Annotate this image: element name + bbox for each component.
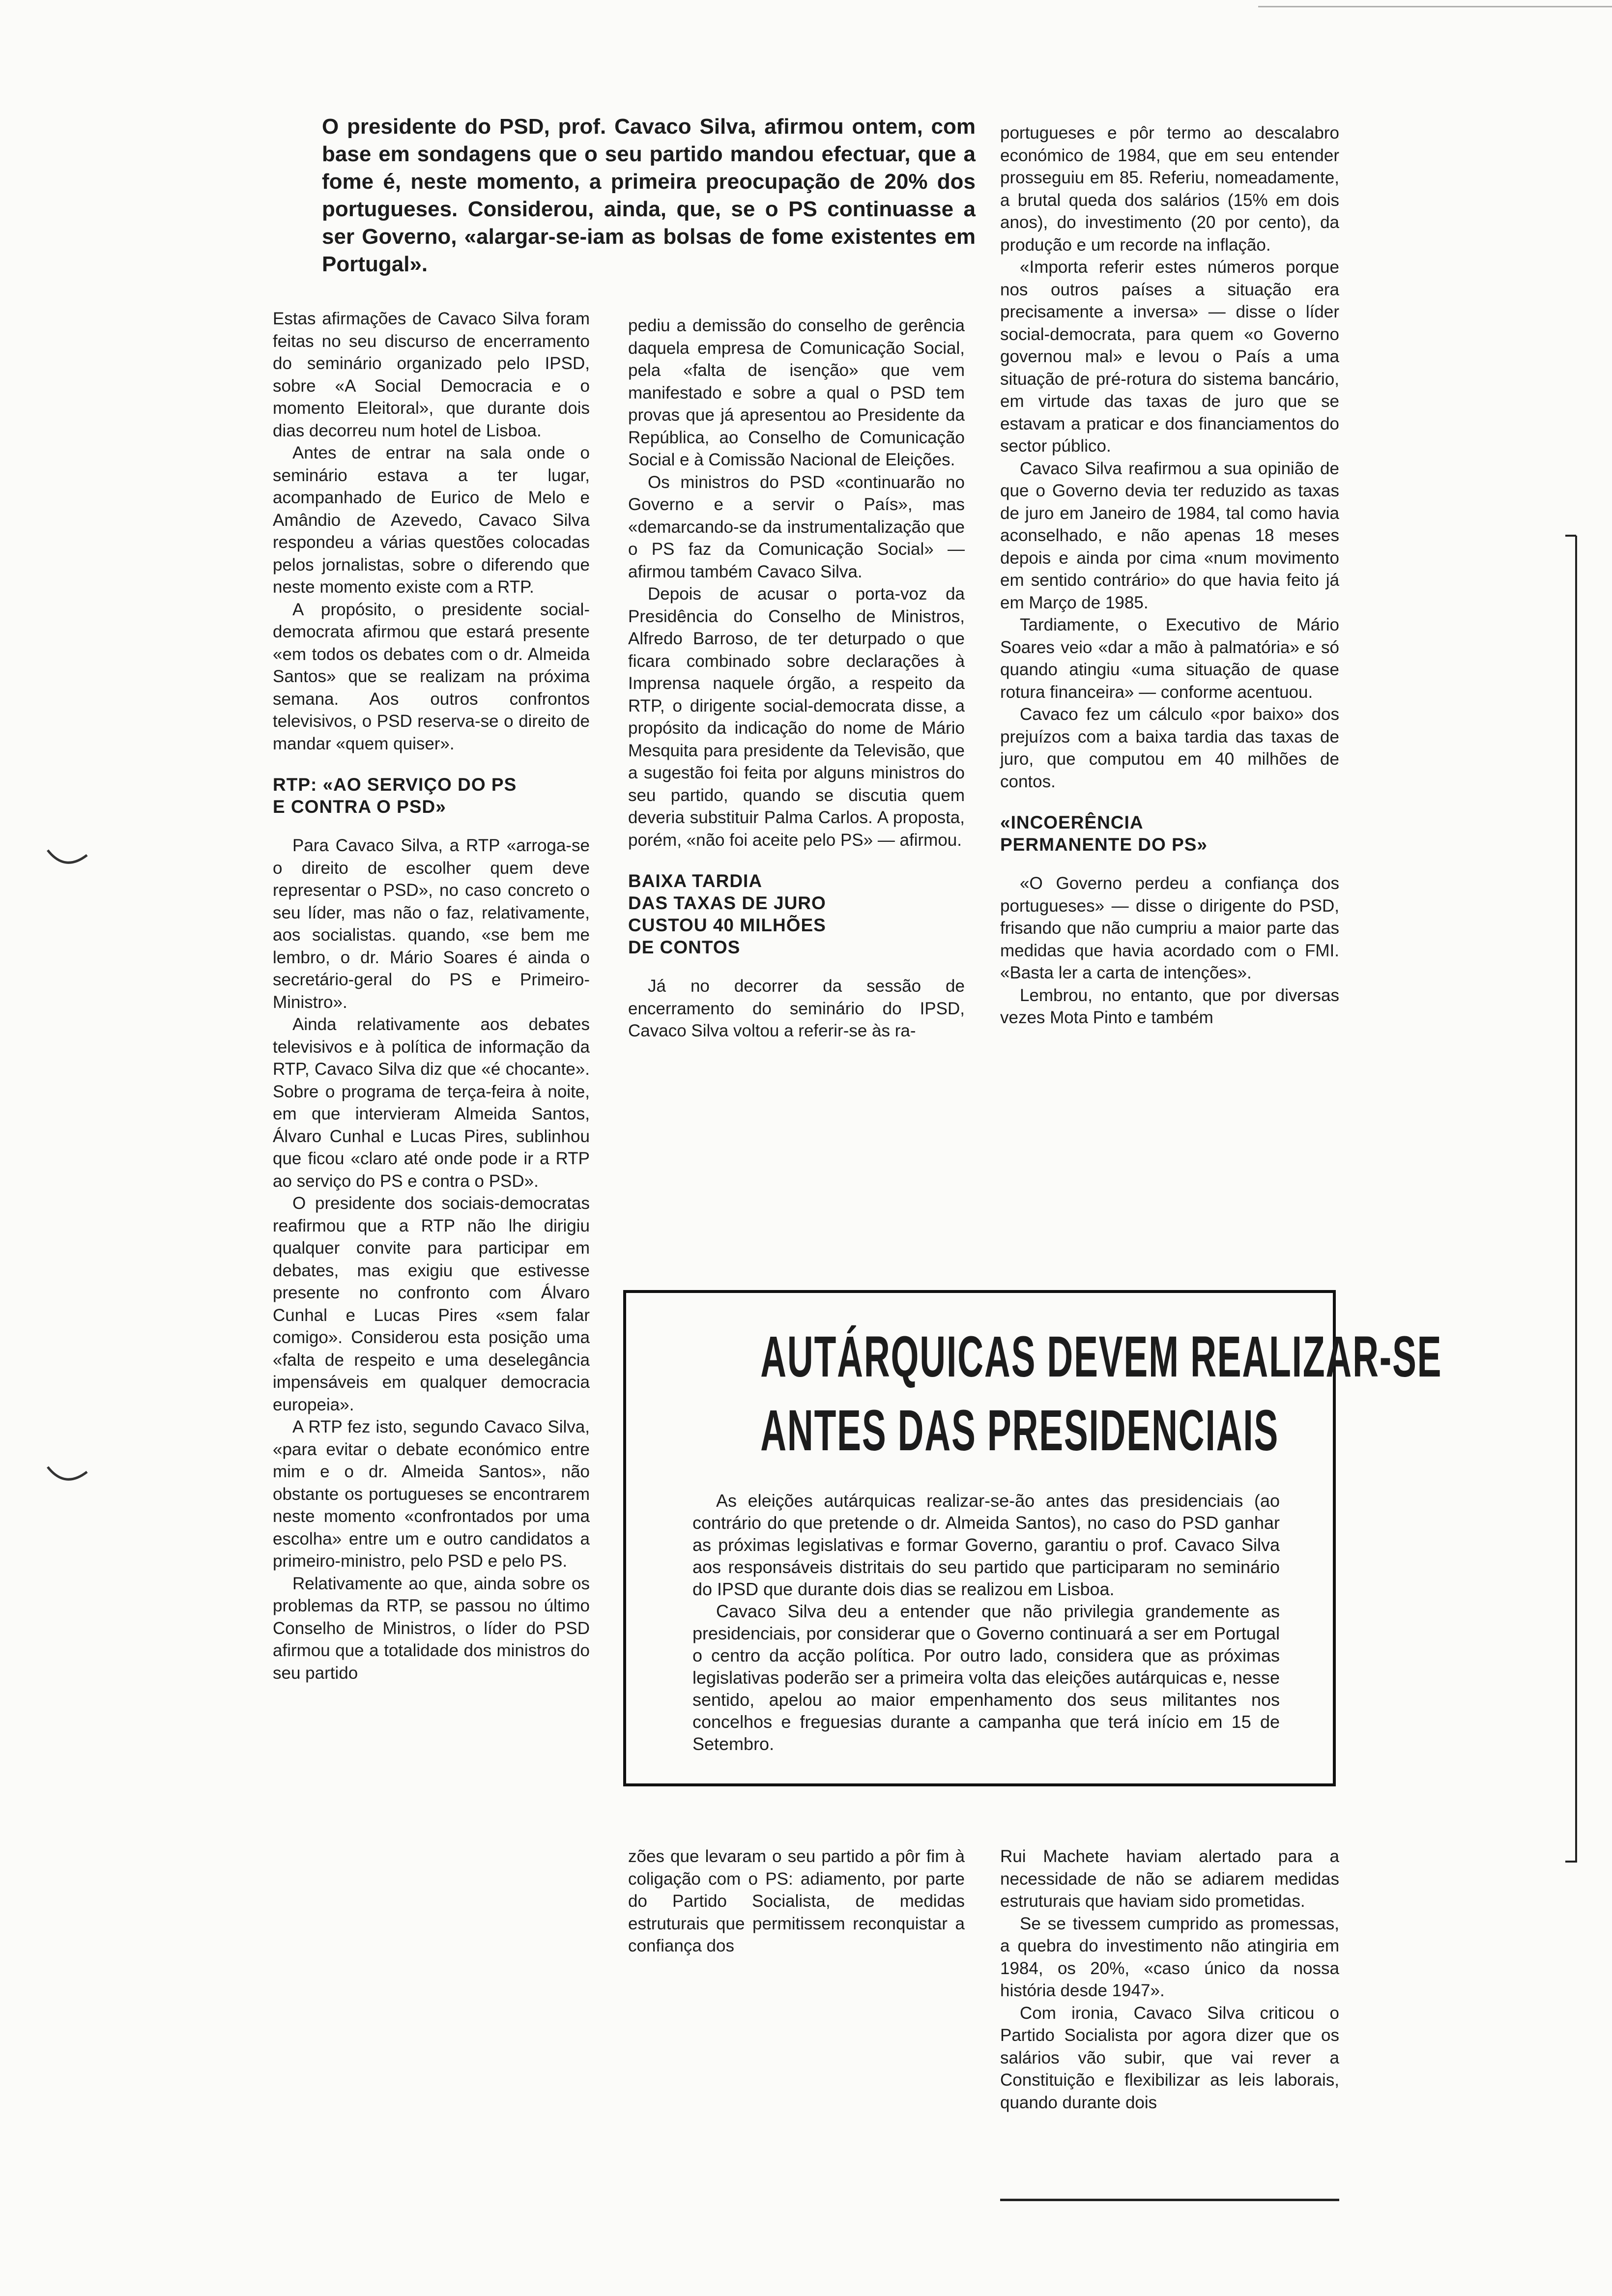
paragraph: O presidente dos sociais-democratas reafirmou que a RTP não lhe dirigiu qualquer convite para participar em debates, mas exigiu que estivesse presente no confronto com Álvaro Cunhal e Lucas Pires «sem falar comigo». Considerou esta posição uma «falta de respeito e uma deselegância impensáveis em qualquer democracia europeia». [273, 1194, 590, 1414]
paragraph: Depois de acusar o porta-voz da Presidência do Conselho de Ministros, Alfredo Barroso, de ter deturpado o que ficara combinado sobre declarações à Imprensa naquele órgão, a respeito da RTP, o dirigente social-democrata disse, a propósito da indicação do nome de Mário Mesquita para presidente da Televisão, que a sugestão foi feita por alguns ministros do seu partido, quando se discutia quem deveria substituir Palma Carlos. A proposta, porém, «não foi aceite pelo PS» — afirmou. [628, 584, 965, 850]
headline-line: ANTES DAS PRESIDENCIAIS [760, 1398, 1279, 1463]
paragraph: Ainda relativamente aos debates televisivos e à política de informação da RTP, Cavaco Silva diz que «é chocante». Sobre o programa de terça-feira à noite, em que intervieram Almeida Santos, Álvaro Cunhal e Lucas Pires, sublinhou que ficou «claro até onde pode ir a RTP ao serviço do PS e contra o PSD». [273, 1015, 590, 1191]
headline-line: AUTÁRQUICAS DEVEM REALIZAR-SE [760, 1324, 1442, 1389]
article-lead: O presidente do PSD, prof. Cavaco Silva, afirmou ontem, com base em sondagens que o seu partido mandou efectuar, que a fome é, neste momento, a primeira preocupação de 20% dos portugueses. Considerou, ainda, que, se o PS continuasse a ser Governo, «alargar-se-iam as bolsas de fome existentes em Portugal». [322, 115, 976, 276]
binding-hole-mark [45, 1462, 89, 1492]
sidebar-headline [760, 1320, 1442, 1467]
paragraph: Cavaco Silva reafirmou a sua opinião de que o Governo devia ter reduzido as taxas de juro em Janeiro de 1984, tal como havia aconselhado, e não apenas 18 meses depois e ainda por cima «num movimento em sentido contrário» do que havia feito já em Março de 1985. [1000, 459, 1339, 612]
article-column-3-continued [1000, 1845, 1339, 2114]
paragraph: A propósito, o presidente social-democrata afirmou que estará presente «em todos os debates com o dr. Almeida Santos» que se realizam na próxima semana. Aos outros confrontos televisivos, o PSD reserva-se o direito de mandar «quem quiser». [273, 600, 590, 753]
article-column-2-continued [628, 1845, 965, 1957]
boxed-sidebar-article [623, 1290, 1442, 1786]
paragraph: Cavaco Silva deu a entender que não privilegia grandemente as presidenciais, por considerar que o Governo continuará a ser em Portugal o centro da acção política. Por outro lado, considera que as próximas legislativas poderão ser a primeira volta das eleições autárquicas e, nesse sentido, apelou ao maior empenhamento dos seus militantes nos concelhos e freguesias durante a campanha que terá início em 15 de Setembro. [692, 1601, 1280, 1754]
paragraph: Para Cavaco Silva, a RTP «arroga-se o direito de escolher quem deve representar o PSD», no caso concreto o seu líder, mas não o faz, relativamente, aos socialistas. quando, «se bem me lembro, o dr. Mário Soares é ainda o secretário-geral do PS e Primeiro-Ministro». [273, 836, 590, 1012]
heading-line: «INCOERÊNCIA [1000, 812, 1144, 832]
binding-hole-mark [45, 845, 89, 875]
bottom-rule [1000, 2199, 1339, 2201]
heading-line: CUSTOU 40 MILHÕES [628, 915, 826, 935]
paragraph: Os ministros do PSD «continuarão no Governo e a servir o País», mas «demarcando-se da instrumentalização que o PS faz da Comunicação Social» — afirmou também Cavaco Silva. [628, 472, 965, 581]
paragraph: «O Governo perdeu a confiança dos portugueses» — disse o dirigente do PSD, frisando que não cumpriu a maior parte das medidas que havia acordado com o FMI. «Basta ler a carta de intenções». [1000, 874, 1339, 982]
paragraph: As eleições autárquicas realizar-se-ão antes das presidenciais (ao contrário do que pretende o dr. Almeida Santos), no caso do PSD ganhar as próximas legislativas e formar Governo, garantiu o prof. Cavaco Silva aos responsáveis distritais do seu partido que participaram no seminário do IPSD que durante dois dias se realizou em Lisboa. [692, 1491, 1280, 1599]
paragraph: portugueses e pôr termo ao descalabro económico de 1984, que em seu entender prosseguiu em 85. Referiu, nomeadamente, a brutal queda dos salários (15% em dois anos), do investimento (20 por cento), da produção e um recorde na inflação. [1000, 123, 1339, 255]
article-column-2 [628, 315, 965, 1042]
paragraph: Se se tivessem cumprido as promessas, a quebra do investimento não atingiria em 1984, os 20%, «caso único da nossa história desde 1947». [1000, 1914, 1339, 2000]
paragraph: Cavaco fez um cálculo «por baixo» dos prejuízos com a baixa tardia das taxas de juro, que computou em 40 milhões de contos. [1000, 705, 1339, 791]
paragraph: Já no decorrer da sessão de encerramento do seminário do IPSD, Cavaco Silva voltou a referir-se às ra- [628, 976, 965, 1040]
section-heading-taxas [628, 870, 965, 958]
heading-line: RTP: «AO SERVIÇO DO PS [273, 775, 517, 795]
right-margin-rule [1575, 536, 1577, 1863]
heading-line: DE CONTOS [628, 937, 741, 957]
paragraph: A RTP fez isto, segundo Cavaco Silva, «para evitar o debate económico entre mim e o dr. Almeida Santos», não obstante os portugueses se encontrarem neste momento «confrontados por uma escolha» entre um e outro candidatos a primeiro-ministro, pelo PSD e pelo PS. [273, 1417, 590, 1571]
paragraph: zões que levaram o seu partido a pôr fim à coligação com o PS: adiamento, por parte do Partido Socialista, de medidas estruturais que permitissem reconquistar a confiança dos [628, 1847, 965, 1955]
top-edge-mark [1258, 6, 1612, 7]
paragraph: «Importa referir estes números porque nos outros países a situação era precisamente a inversa» — disse o líder social-democrata, para quem «o Governo governou mal» e levou o País a uma situação de pré-rotura do sistema bancário, em virtude das taxas de juro que se estavam a praticar e dos financiamentos do sector público. [1000, 258, 1339, 456]
paragraph: Com ironia, Cavaco Silva criticou o Partido Socialista por agora dizer que os salários vão subir, que vai rever a Constituição e flexibilizar as leis laborais, quando durante dois [1000, 2003, 1339, 2112]
paragraph: Lembrou, no entanto, que por diversas vezes Mota Pinto e também [1000, 985, 1339, 1027]
right-margin-rule-tick [1565, 535, 1576, 537]
heading-line: DAS TAXAS DE JURO [628, 893, 826, 913]
article-column-3 [1000, 122, 1339, 1029]
paragraph: Tardiamente, o Executivo de Mário Soares veio «dar a mão à palmatória» e só quando atingiu «uma situação de quase rotura financeira» — conforme acentuou. [1000, 615, 1339, 702]
paragraph: Antes de entrar na sala onde o seminário estava a ter lugar, acompanhado de Eurico de Melo e Amândio de Azevedo, Cavaco Silva respondeu a várias questões colocadas pelos jornalistas, sobre o diferendo que neste momento existe com a RTP. [273, 443, 590, 597]
section-heading-rtp [273, 774, 590, 818]
sidebar-body [692, 1490, 1280, 1755]
paragraph: Estas afirmações de Cavaco Silva foram feitas no seu discurso de encerramento do seminário organizado pelo IPSD, sobre «A Social Democracia e o momento Eleitoral», que durante dois dias decorreu num hotel de Lisboa. [273, 309, 590, 440]
heading-line: BAIXA TARDIA [628, 871, 763, 891]
heading-line: PERMANENTE DO PS» [1000, 834, 1208, 855]
section-heading-incoerencia [1000, 811, 1339, 856]
paragraph: Rui Machete haviam alertado para a necessidade de não se adiarem medidas estruturais que haviam sido prometidas. [1000, 1847, 1339, 1911]
paragraph: pediu a demissão do conselho de gerência daquela empresa de Comunicação Social, pela «falta de isenção» que vem manifestado e sobre a qual o PSD tem provas que já apresentou ao Presidente da República, ao Conselho de Comunicação Social e à Comissão Nacional de Eleições. [628, 316, 965, 469]
paragraph: Relativamente ao que, ainda sobre os problemas da RTP, se passou no último Conselho de Ministros, o líder do PSD afirmou que a totalidade dos ministros do seu partido [273, 1574, 590, 1683]
heading-line: E CONTRA O PSD» [273, 797, 446, 817]
article-column-1 [273, 308, 590, 1684]
right-margin-rule-tick [1565, 1861, 1576, 1863]
